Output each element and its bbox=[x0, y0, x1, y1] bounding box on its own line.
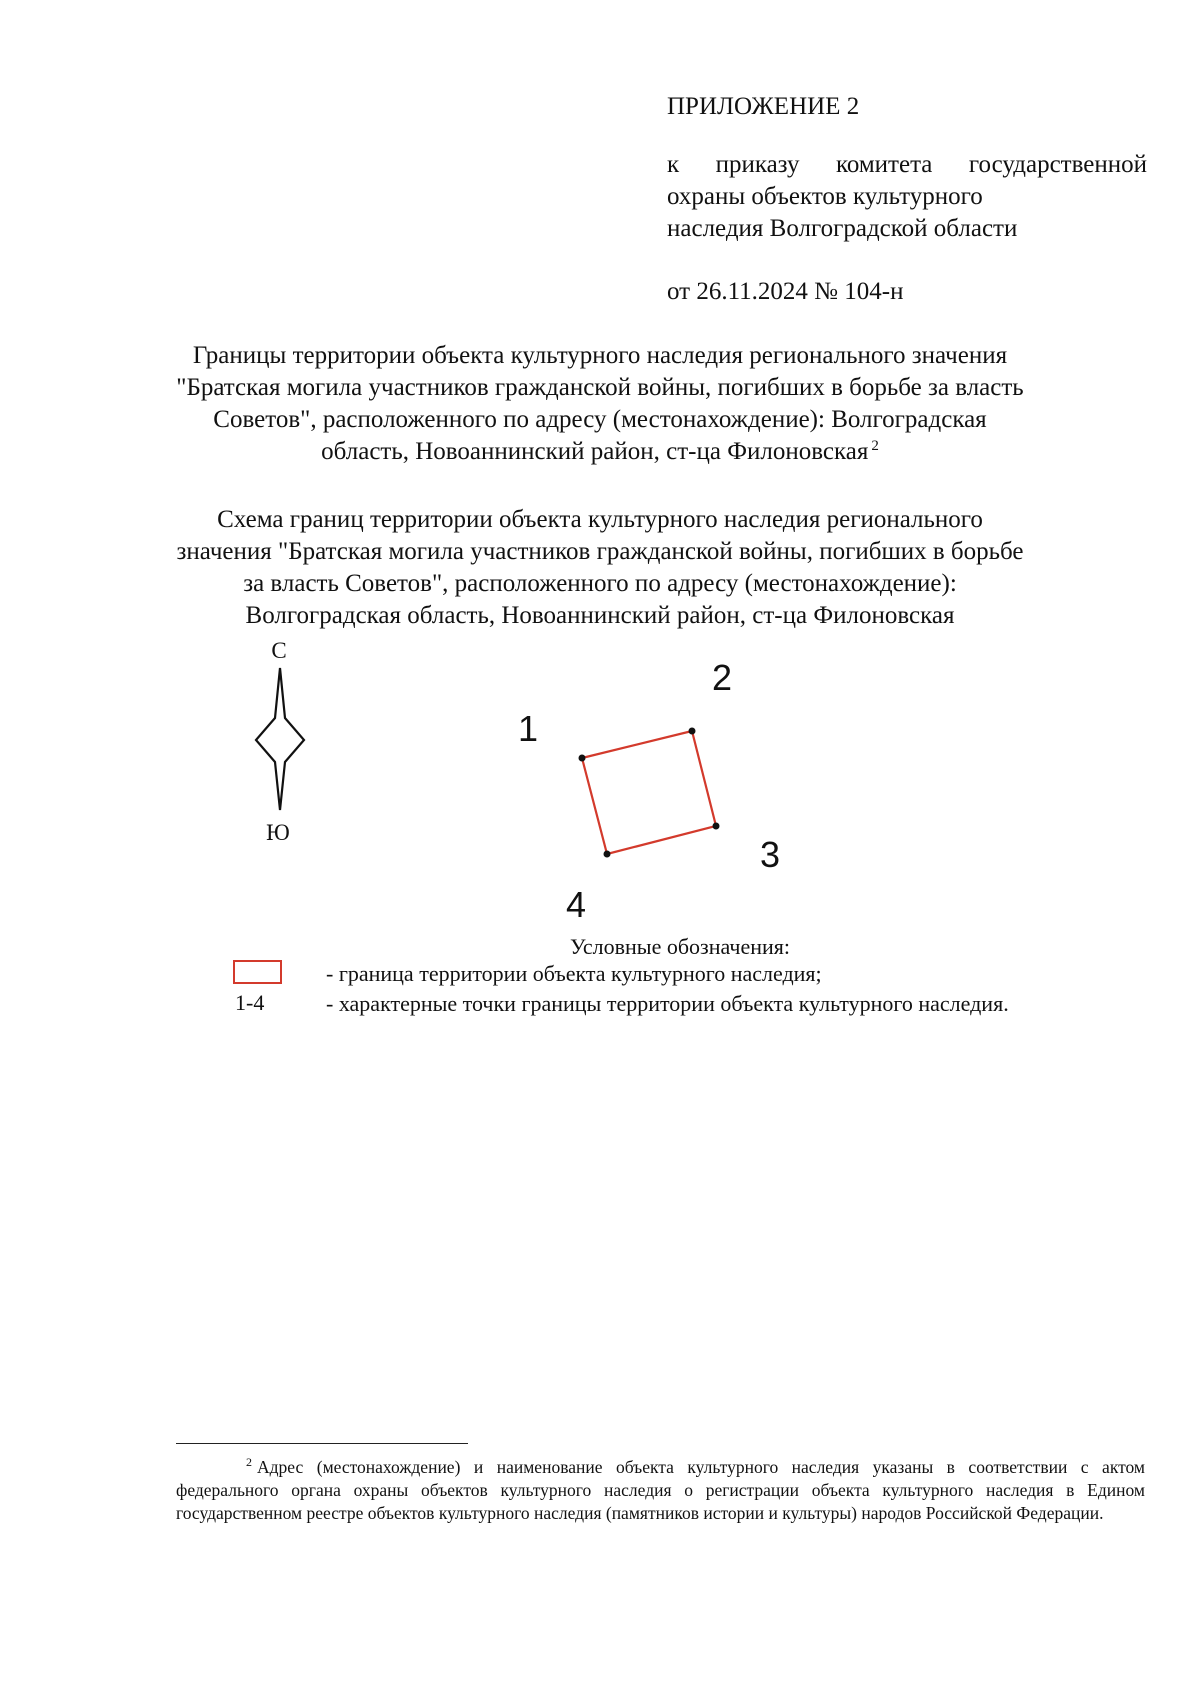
north-arrow-icon bbox=[256, 668, 304, 810]
footnote-text: Адрес (местонахождение) и наименование объекта культурного наследия указаны в соответствии с актом федерального органа охраны объектов культурного наследия о регистрации объекта культурного наследия в Едином государственном реестре объектов культурного наследия (памятников истории и культуры) народов Российской Федерации. bbox=[176, 1457, 1145, 1523]
footnote-mark: 2 bbox=[246, 1455, 252, 1470]
document-title-text: область, Новоаннинский район, ст-ца Филоновская bbox=[321, 438, 869, 465]
boundary-point-3 bbox=[713, 823, 720, 830]
scheme-title-line: Схема границ территории объекта культурного наследия регионального bbox=[217, 506, 983, 533]
order-date-number: от 26.11.2024 № 104-н bbox=[667, 278, 904, 305]
boundary-point-1 bbox=[579, 755, 586, 762]
point-label-4: 4 bbox=[565, 884, 587, 920]
order-reference-line-2: охраны объектов культурного bbox=[667, 183, 983, 210]
legend-item-points: - характерные точки границы территории объекта культурного наследия. bbox=[326, 991, 1009, 1016]
point-label-2: 2 bbox=[711, 657, 733, 698]
order-reference-word: государственной bbox=[968, 151, 1147, 178]
boundary-point-2 bbox=[689, 728, 696, 735]
legend-key-points: 1-4 bbox=[235, 990, 265, 1015]
document-title bbox=[150, 340, 1050, 468]
scheme-title-line: значения "Братская могила участников гражданской войны, погибших в борьбе bbox=[176, 538, 1024, 565]
order-reference-line-3: наследия Волгоградской области bbox=[667, 215, 1018, 242]
document-title-line bbox=[150, 436, 1050, 468]
territory-boundary bbox=[518, 657, 780, 920]
boundary-scheme-map bbox=[0, 630, 1200, 920]
point-label-3: 3 bbox=[759, 834, 781, 875]
order-reference-line-1 bbox=[667, 149, 1147, 181]
scheme-title bbox=[150, 504, 1050, 632]
document-title-line: "Братская могила участников гражданской войны, погибших в борьбе за власть bbox=[176, 374, 1024, 401]
footnote-separator bbox=[176, 1443, 468, 1444]
boundary-point-4 bbox=[604, 851, 611, 858]
scheme-title-line: Волгоградская область, Новоаннинский район, ст-ца Филоновская bbox=[245, 602, 955, 629]
boundary-polygon bbox=[582, 731, 716, 854]
point-label-1: 1 bbox=[517, 708, 539, 749]
order-reference bbox=[667, 149, 1147, 245]
legend-item-boundary: - граница территории объекта культурного наследия; bbox=[326, 961, 822, 986]
document-title-line: Советов", расположенного по адресу (местонахождение): Волгоградская bbox=[213, 406, 987, 433]
compass-rose bbox=[256, 638, 304, 845]
scheme-title-line: за власть Советов", расположенного по адресу (местонахождение): bbox=[243, 570, 957, 597]
footnote bbox=[176, 1456, 1145, 1525]
footnote-reference: 2 bbox=[871, 437, 879, 454]
appendix-heading: ПРИЛОЖЕНИЕ 2 bbox=[667, 93, 860, 120]
compass-north-label: С bbox=[271, 638, 287, 663]
order-reference-word: к bbox=[667, 151, 680, 178]
boundary-legend-swatch bbox=[233, 960, 282, 984]
order-reference-word: приказу bbox=[715, 151, 800, 178]
compass-south-label: Ю bbox=[266, 820, 290, 845]
legend-title: Условные обозначения: bbox=[569, 934, 791, 959]
order-reference-word: комитета bbox=[835, 151, 933, 178]
document-title-line: Границы территории объекта культурного наследия регионального значения bbox=[192, 342, 1008, 369]
